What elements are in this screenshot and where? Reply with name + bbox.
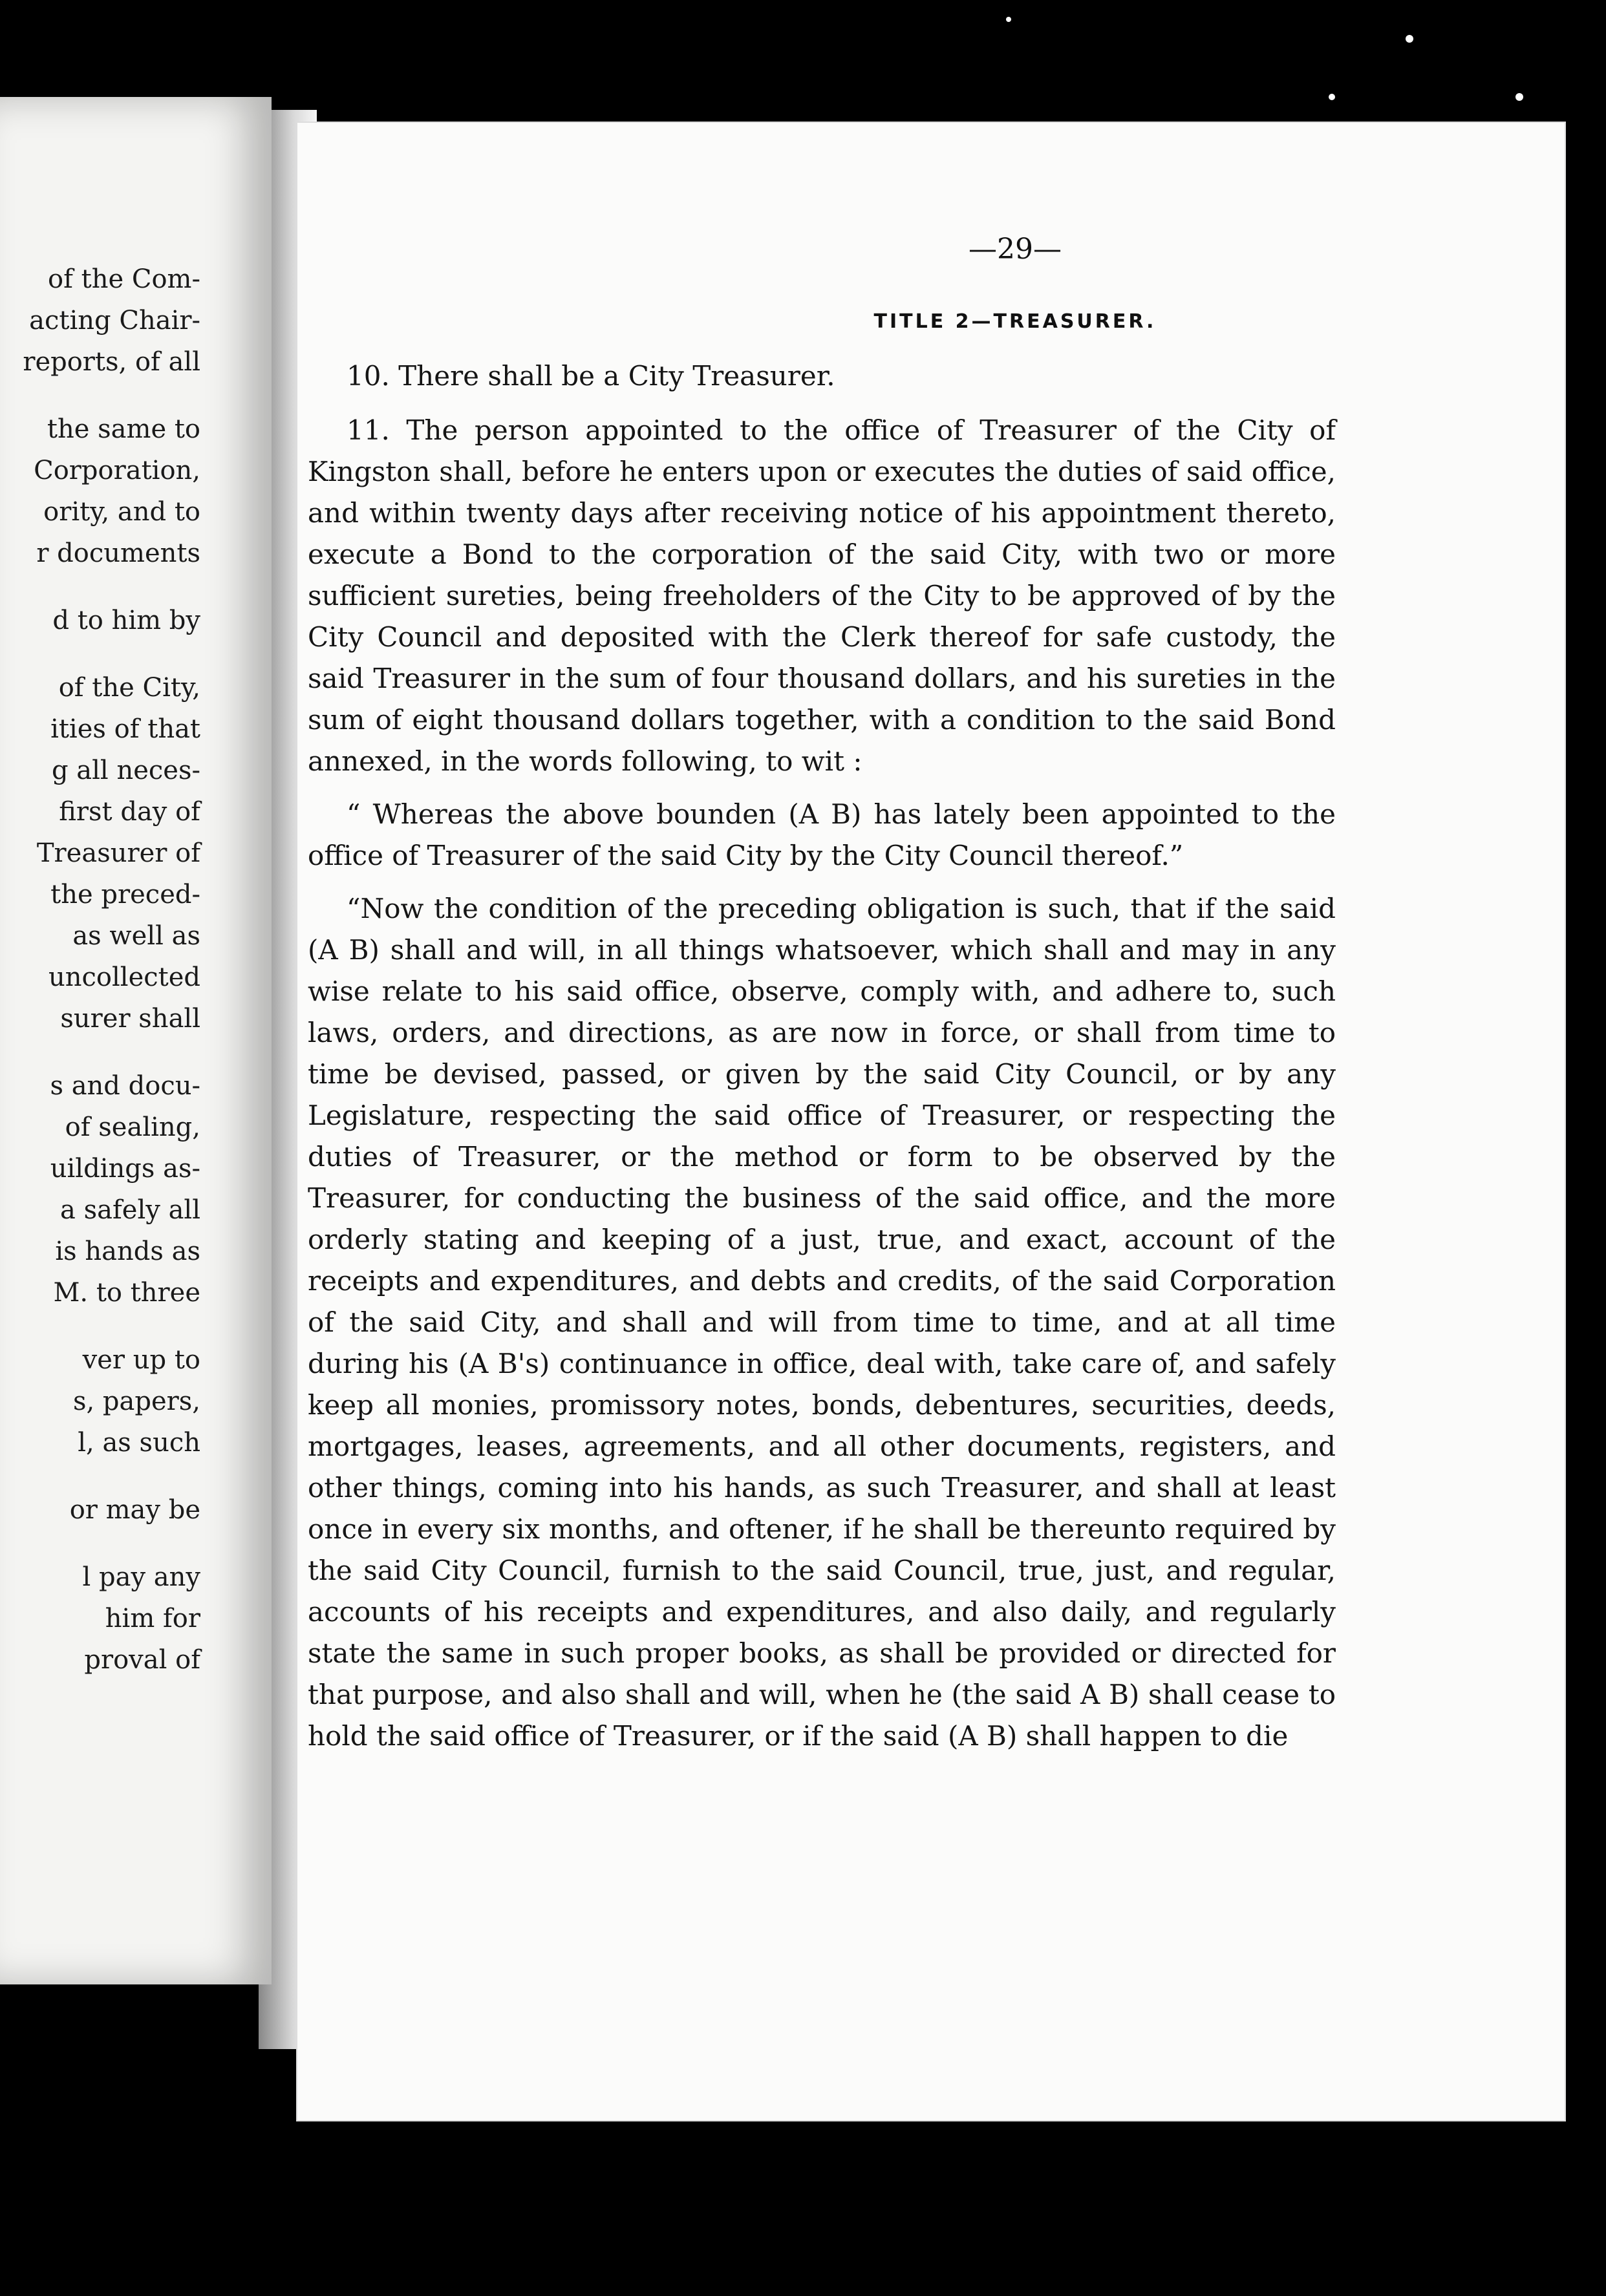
previous-page-line: as well as	[72, 921, 200, 951]
previous-page-line: l pay any	[82, 1562, 200, 1592]
section-title: TITLE 2—TREASURER.	[873, 310, 1157, 333]
bond-recital-quote: “ Whereas the above bounden (A B) has lately been appointed to the office of Treasurer of the said City by the City Council thereof.”	[308, 798, 1336, 871]
previous-page-line: reports, of all	[23, 347, 200, 377]
previous-page-line: ities of that	[50, 714, 200, 744]
previous-page-line: or may be	[69, 1495, 200, 1525]
previous-page-line: uncollected	[48, 962, 200, 992]
previous-page-line: ver up to	[82, 1345, 200, 1375]
previous-page-line: ority, and to	[43, 497, 200, 527]
previous-page-line: first day of	[59, 797, 200, 827]
previous-page-line: a safely all	[60, 1195, 200, 1225]
previous-page-line: Corporation,	[34, 456, 200, 485]
previous-page-line: the same to	[47, 414, 200, 444]
previous-page-line: of sealing,	[65, 1112, 200, 1142]
page-body	[308, 356, 1336, 1762]
previous-page-line: d to him by	[52, 606, 200, 635]
previous-page-line: is hands as	[55, 1237, 200, 1266]
previous-page-line: surer shall	[60, 1004, 200, 1034]
previous-page-line: g all neces-	[51, 756, 200, 785]
speck	[1329, 94, 1335, 100]
previous-page-line: Treasurer of	[36, 838, 200, 868]
speck	[1006, 17, 1011, 22]
previous-page-line: of the City,	[58, 673, 200, 703]
bond-condition-quote: “Now the condition of the preceding obligation is such, that if the said (A B) shall and will, in all things whatsoever, which shall and may in any wise relate to his said office, observe, comply with, and adhere to, such laws, orders, and directions, as are now in force, or shall from time to time be devised, passed, or given by the said City Council, or by any Legislature, respecting the said office of Treasurer, or respecting the duties of Treasurer, or the method or form to be observed by the Treasurer, for conducting the business of the said office, and the more orderly stating and keeping of a just, true, and exact, account of the receipts and expenditures, and debts and credits, of the said Corporation of the said City, and shall and will from time to time, and at all time during his (A B's) continuance in office, deal with, take care of, and safely keep all monies, promissory notes, bonds, debentures, securities, deeds, mortgages, leases, agreements, and all other documents, registers, and other things, coming into his hands, as such Treasurer, and shall at least once in every six months, and oftener, if he shall be thereunto required by the said City Council, furnish to the said Council, true, just, and regular, accounts of his receipts and expenditures, and also daily, and regularly state the same in such proper books, as shall be provided or directed for that purpose, and also shall and will, when he (the said A B) shall cease to hold the said office of Treasurer, or if the said (A B) shall happen to die	[308, 893, 1336, 1752]
page-number: —29—	[969, 233, 1062, 266]
previous-page-line: r documents	[36, 538, 200, 568]
previous-page-line: proval of	[84, 1645, 200, 1675]
document-page	[297, 123, 1565, 2120]
previous-page-line: M. to three	[53, 1278, 200, 1308]
paragraph-11: 11. The person appointed to the office of Treasurer of the City of Kingston shall, before he enters upon or executes the duties of said office, and within twenty days after receiving notice of his appointment thereto, execute a Bond to the corporation of the said City, with two or more sufficient sureties, being freeholders of the City to be approved of by the City Council and deposited with the Clerk thereof for safe custody, the said Treasurer in the sum of four thousand dollars, and his sureties in the sum of eight thousand dollars together, with a condition to the said Bond annexed, in the words following, to wit :	[308, 414, 1336, 777]
paragraph-10: 10. There shall be a City Treasurer.	[347, 360, 835, 392]
previous-page-line: s and docu-	[50, 1071, 200, 1101]
previous-page-line: of the Com-	[48, 264, 200, 294]
previous-page-line: uildings as-	[50, 1154, 200, 1184]
previous-page-lines	[0, 97, 272, 1984]
speck	[1515, 93, 1523, 101]
speck	[1406, 35, 1413, 43]
previous-page-line: l, as such	[78, 1428, 200, 1458]
previous-page-line: s, papers,	[72, 1387, 200, 1416]
previous-page-line: acting Chair-	[29, 306, 200, 335]
previous-page-line: the preced-	[50, 880, 200, 909]
previous-page-line: him for	[105, 1604, 200, 1633]
previous-page-fragment	[0, 97, 272, 1984]
